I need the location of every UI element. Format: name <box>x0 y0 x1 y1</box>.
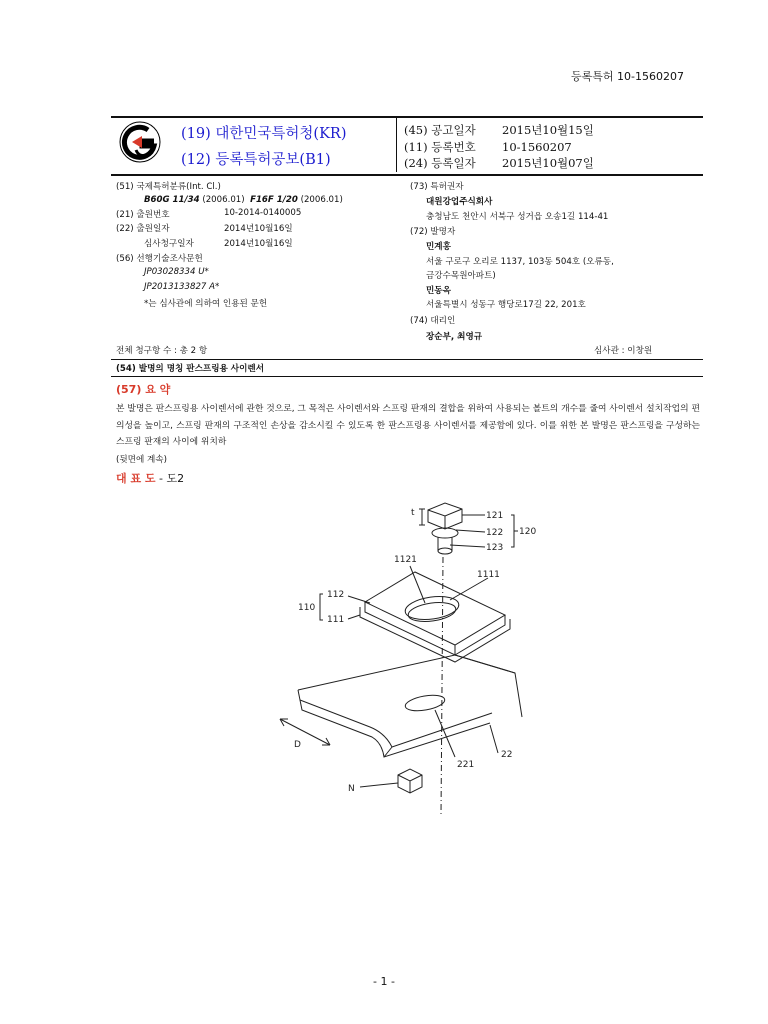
reg-number-row <box>404 139 572 155</box>
patent-drawing <box>260 495 560 820</box>
label-122: 122 <box>486 528 504 538</box>
patentee-label: (73) 특허권자 <box>410 182 464 192</box>
rep-figure-value: - 도2 <box>155 472 185 485</box>
reg-number-value: 10-1560207 <box>502 140 572 154</box>
inventor-label: (72) 발명자 <box>410 227 456 237</box>
office-name: (19) 대한민국특허청(KR) <box>181 126 347 142</box>
rep-figure-label: 대 표 도 <box>116 472 156 485</box>
ipc-label: (51) 국제특허분류(Int. Cl.) <box>116 182 221 192</box>
claims-count: 전체 청구항 수 : 총 2 항 <box>116 346 208 356</box>
inventor-1-name: 민계홍 <box>426 242 451 252</box>
invention-title: (54) 발명의 명칭 판스프링용 사이렌서 <box>116 364 265 374</box>
prior-art-label: (56) 선행기술조사문헌 <box>116 254 203 264</box>
abstract-heading: (57) 요 약 <box>116 383 171 396</box>
label-123: 123 <box>486 543 504 553</box>
app-date-value: 2014년10월16일 <box>224 224 293 234</box>
label-110: 110 <box>298 603 316 613</box>
abstract-body: 본 발명은 판스프링용 사이렌서에 관한 것으로, 그 목적은 사이렌서와 스프링 판재의 결합을 위하여 사용되는 볼트의 개수를 줄여 사이렌서 설치작업의 편의성을 높이고, 스프링 판재의 구조적인 손상을 감소시킬 수 있도록 한 판스프링용 사이렌서를 제공함에 있다. 이를 위한 본 발명은 판스프링을 구성하는 스프링 판재의 사이에 위치하 <box>116 404 700 447</box>
patentee-address: 충청남도 천안시 서북구 성거읍 오송1길 114-41 <box>426 212 609 222</box>
ipc-2-date: (2006.01) <box>300 195 343 205</box>
pub-date-value: 2015년10월15일 <box>502 123 594 137</box>
agent-names: 장순부, 최영규 <box>426 332 483 342</box>
app-number-label: (21) 출원번호 <box>116 210 170 220</box>
ipc-entries <box>144 195 343 205</box>
label-121: 121 <box>486 511 504 521</box>
exam-date-label: 심사청구일자 <box>144 239 194 249</box>
label-111: 111 <box>327 615 345 625</box>
inventor-1-address-1: 서울 구로구 오리로 1137, 103동 504호 (오류동, <box>426 257 614 267</box>
prior-art-1: JP03028334 U* <box>144 267 209 277</box>
patentee-name: 대원강업주식회사 <box>426 197 493 207</box>
inventor-2-address: 서울특별시 성동구 행당로17길 22, 201호 <box>426 300 586 310</box>
prior-art-note: *는 심사관에 의하여 인용된 문헌 <box>144 299 268 309</box>
document-number: 등록특허 10-1560207 <box>571 70 684 83</box>
publication-type: (12) 등록특허공보(B1) <box>181 152 331 168</box>
pub-date-row <box>404 122 594 138</box>
label-N: N <box>348 784 355 794</box>
representative-figure <box>116 470 184 486</box>
spring-plate-icon <box>298 655 522 717</box>
prior-art-2: JP2013133827 A* <box>144 282 220 292</box>
abstract-continued: (뒷면에 계속) <box>116 455 167 465</box>
inventor-1-address-2: 금강수목원아파트) <box>426 271 496 281</box>
reg-number-label: (11) 등록번호 <box>404 140 476 154</box>
app-date-label: (22) 출원일자 <box>116 224 170 234</box>
label-112: 112 <box>327 590 345 600</box>
label-1121: 1121 <box>394 555 417 565</box>
label-D: D <box>294 740 301 750</box>
label-120: 120 <box>519 527 537 537</box>
examiner: 심사관 : 이창원 <box>594 346 653 356</box>
reg-date-value: 2015년10월07일 <box>502 156 594 170</box>
ipc-1-code: B60G 11/34 <box>144 195 200 205</box>
label-t: t <box>411 508 415 518</box>
inventor-2-name: 민동옥 <box>426 286 451 296</box>
header-top-rule <box>111 116 703 118</box>
ipc-1-date: (2006.01) <box>202 195 245 205</box>
header-bottom-rule <box>111 174 703 176</box>
ipc-2-code: F16F 1/20 <box>250 195 298 205</box>
kipo-logo-icon <box>118 120 162 164</box>
reg-date-label: (24) 등록일자 <box>404 156 476 170</box>
silencer-pad-icon <box>365 572 505 645</box>
label-22: 22 <box>501 750 513 760</box>
exam-date-value: 2014년10월16일 <box>224 239 293 249</box>
header-divider <box>396 118 397 172</box>
label-221: 221 <box>457 760 475 770</box>
agent-label: (74) 대리인 <box>410 316 456 326</box>
page-number: - 1 - <box>373 975 395 988</box>
pub-date-label: (45) 공고일자 <box>404 123 476 137</box>
title-bottom-rule <box>111 376 703 377</box>
reg-date-row <box>404 155 594 171</box>
label-1111: 1111 <box>477 570 500 580</box>
app-number-value: 10-2014-0140005 <box>224 208 302 218</box>
title-top-rule <box>111 359 703 360</box>
